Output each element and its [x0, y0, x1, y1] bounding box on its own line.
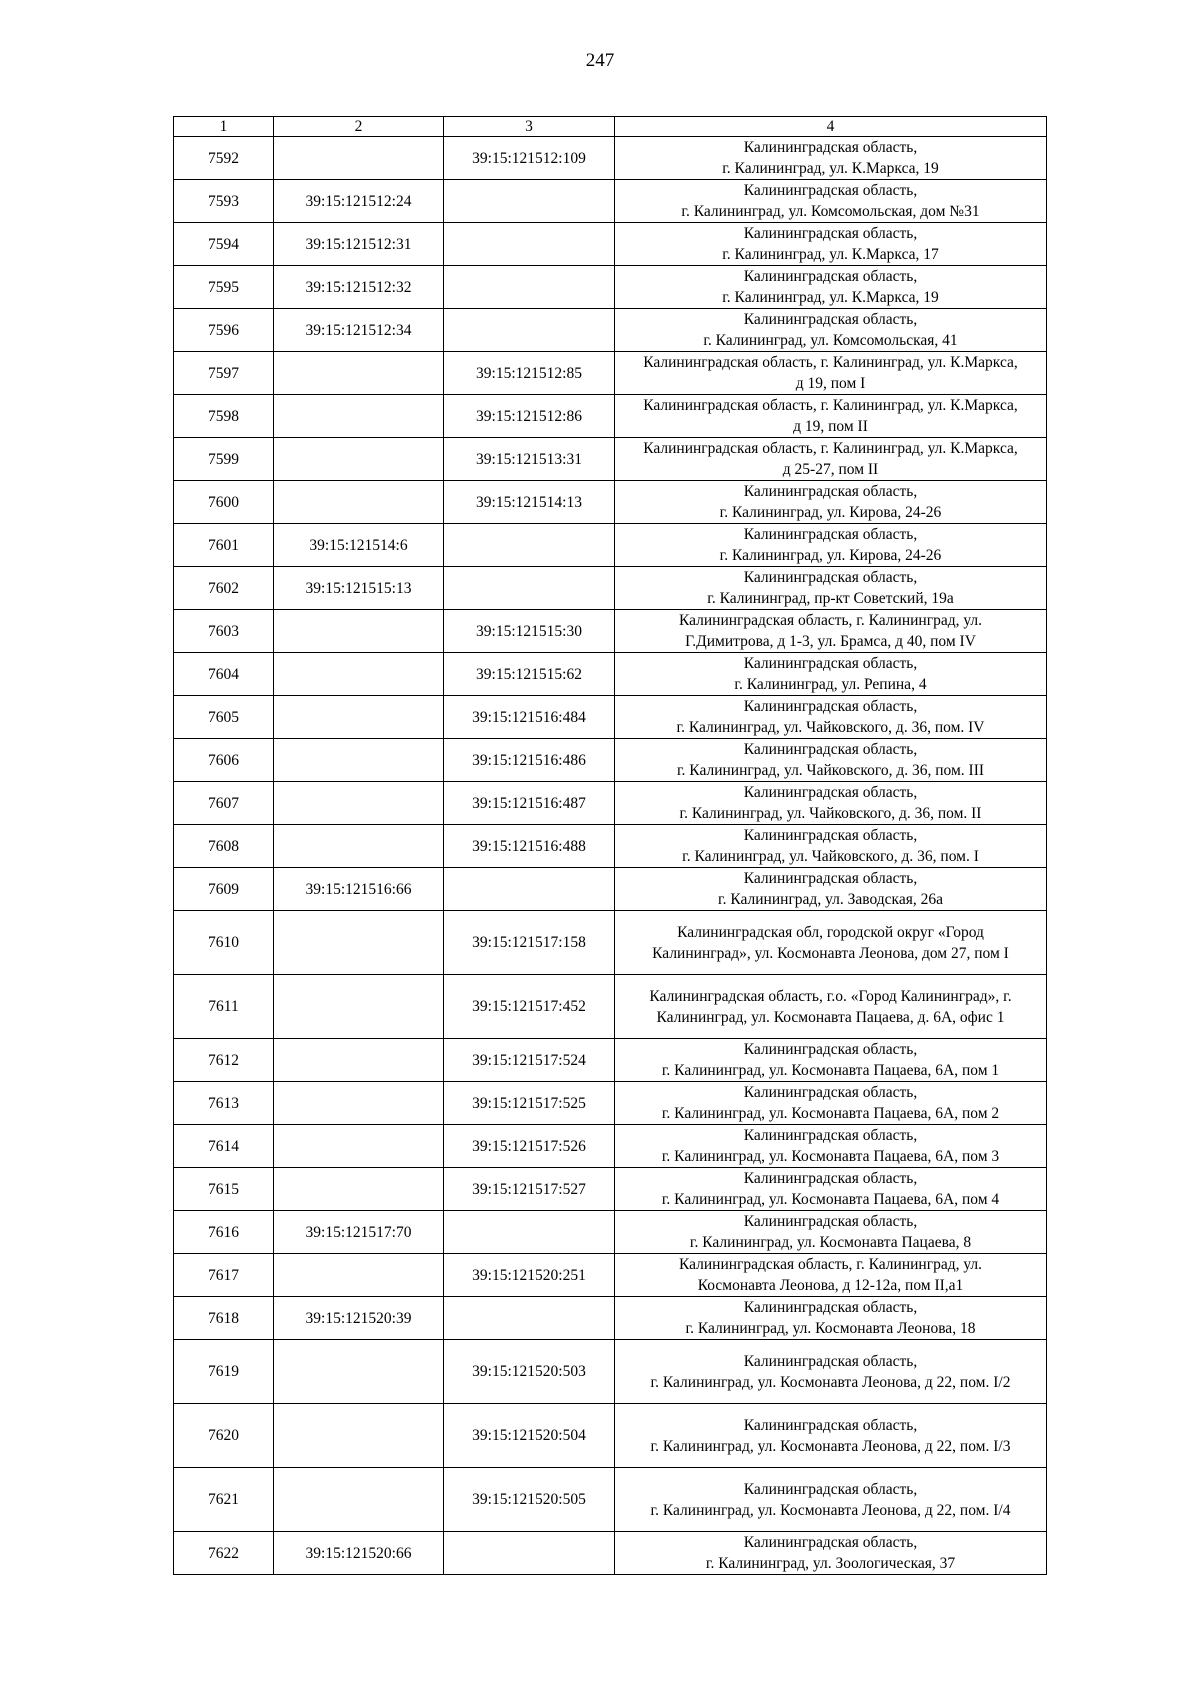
address-line: Калининградская область, [743, 483, 918, 500]
cell-parcel-number: 39:15:121512:34 [274, 309, 444, 352]
address-line: Калининградская область, [743, 870, 918, 887]
address-line: г. Калининград, ул. Космонавта Пацаева, 6А, пом 3 [661, 1148, 1000, 1165]
cell-address [615, 610, 1047, 653]
address-line: Калининградская область, [743, 1299, 918, 1316]
cell-number: 7619 [174, 1340, 274, 1404]
address-line: г. Калининград, ул. К.Маркса, 19 [722, 289, 939, 306]
cell-number: 7621 [174, 1468, 274, 1532]
cell-number: 7616 [174, 1211, 274, 1254]
address-line: Калининград», ул. Космонавта Леонова, дом 27, пом I [652, 944, 1009, 962]
address-line: Калининградская область, [743, 1352, 918, 1370]
table-row [174, 653, 1047, 696]
cell-parcel-number [274, 825, 444, 868]
cell-parcel-number [274, 1340, 444, 1404]
cell-parcel-number: 39:15:121514:6 [274, 524, 444, 567]
cell-parcel-number: 39:15:121517:70 [274, 1211, 444, 1254]
cell-address [615, 911, 1047, 975]
table-row [174, 1468, 1047, 1532]
address-line: г. Калининград, пр-кт Советский, 19а [707, 590, 954, 607]
cell-parcel-number: 39:15:121512:31 [274, 223, 444, 266]
address-line: г. Калининград, ул. К.Маркса, 19 [722, 160, 939, 177]
cell-address [615, 1404, 1047, 1468]
address-line: Калининград, ул. Космонавта Пацаева, д. 6А, офис 1 [656, 1008, 1005, 1026]
cell-parcel-number: 39:15:121515:13 [274, 567, 444, 610]
table-row [174, 1404, 1047, 1468]
cell-parcel-number [274, 481, 444, 524]
cell-object-number: 39:15:121512:85 [444, 352, 615, 395]
cell-object-number: 39:15:121520:504 [444, 1404, 615, 1468]
cell-object-number: 39:15:121515:62 [444, 653, 615, 696]
address-line: Калининградская область, г.о. «Город Калининград», г. [649, 987, 1012, 1005]
address-line: Г.Димитрова, д 1-3, ул. Брамса, д 40, пом IV [685, 633, 976, 650]
table-row [174, 1254, 1047, 1297]
cell-object-number [444, 567, 615, 610]
cell-object-number: 39:15:121513:31 [444, 438, 615, 481]
address-line: Калининградская область, г. Калининград, ул. [678, 612, 983, 629]
cell-number: 7604 [174, 653, 274, 696]
header-col-2: 2 [274, 117, 444, 137]
address-line: Космонавта Леонова, д 12-12а, пом II,а1 [697, 1277, 964, 1294]
cell-parcel-number [274, 653, 444, 696]
cell-parcel-number [274, 395, 444, 438]
cell-parcel-number: 39:15:121520:39 [274, 1297, 444, 1340]
cell-parcel-number [274, 1125, 444, 1168]
table-row [174, 975, 1047, 1039]
cell-address [615, 266, 1047, 309]
cell-address [615, 1254, 1047, 1297]
address-line: г. Калининград, ул. Репина, 4 [734, 676, 927, 693]
cell-object-number [444, 180, 615, 223]
address-line: д 19, пом II [793, 418, 868, 435]
header-col-3: 3 [444, 117, 615, 137]
table-row [174, 567, 1047, 610]
cell-parcel-number: 39:15:121512:24 [274, 180, 444, 223]
cell-object-number [444, 524, 615, 567]
address-line: Калининградская область, [743, 1127, 918, 1144]
address-line: г. Калининград, ул. Чайковского, д. 36, пом. III [676, 762, 985, 779]
cell-number: 7596 [174, 309, 274, 352]
cell-address [615, 524, 1047, 567]
cell-number: 7598 [174, 395, 274, 438]
cell-address [615, 352, 1047, 395]
cell-object-number: 39:15:121520:503 [444, 1340, 615, 1404]
address-line: г. Калининград, ул. Кирова, 24-26 [719, 504, 942, 521]
address-line: г. Калининград, ул. Зоологическая, 37 [705, 1555, 956, 1572]
table-row [174, 1340, 1047, 1404]
table-row [174, 524, 1047, 567]
cell-object-number [444, 223, 615, 266]
cell-address [615, 1468, 1047, 1532]
table-row [174, 180, 1047, 223]
cell-object-number: 39:15:121517:525 [444, 1082, 615, 1125]
header-col-1: 1 [174, 117, 274, 137]
address-line: г. Калининград, ул. К.Маркса, 17 [722, 246, 939, 263]
cell-parcel-number [274, 352, 444, 395]
cell-object-number: 39:15:121516:488 [444, 825, 615, 868]
cell-parcel-number [274, 975, 444, 1039]
cell-parcel-number [274, 1039, 444, 1082]
cell-address [615, 223, 1047, 266]
table-row [174, 739, 1047, 782]
address-line: Калининградская область, [743, 225, 918, 242]
cell-parcel-number [274, 1468, 444, 1532]
cell-object-number: 39:15:121517:158 [444, 911, 615, 975]
table-row [174, 1211, 1047, 1254]
table-row [174, 1168, 1047, 1211]
cell-number: 7605 [174, 696, 274, 739]
cell-address [615, 1532, 1047, 1575]
cell-number: 7600 [174, 481, 274, 524]
cell-parcel-number [274, 438, 444, 481]
cell-address [615, 1168, 1047, 1211]
address-line: Калининградская область, [743, 1416, 918, 1434]
cell-address [615, 137, 1047, 180]
cell-address [615, 180, 1047, 223]
cell-object-number: 39:15:121514:13 [444, 481, 615, 524]
table-row [174, 782, 1047, 825]
cell-address [615, 395, 1047, 438]
cell-address [615, 975, 1047, 1039]
table-row [174, 610, 1047, 653]
table-row [174, 223, 1047, 266]
cell-number: 7613 [174, 1082, 274, 1125]
cell-parcel-number [274, 696, 444, 739]
table-body [174, 137, 1047, 1575]
cell-address [615, 1125, 1047, 1168]
address-line: Калининградская область, [743, 1170, 918, 1187]
cell-number: 7593 [174, 180, 274, 223]
address-line: Калининградская область, [743, 268, 918, 285]
cell-number: 7592 [174, 137, 274, 180]
table-row [174, 1082, 1047, 1125]
table-row [174, 438, 1047, 481]
cell-parcel-number: 39:15:121512:32 [274, 266, 444, 309]
cell-number: 7622 [174, 1532, 274, 1575]
cell-number: 7620 [174, 1404, 274, 1468]
cell-object-number: 39:15:121517:524 [444, 1039, 615, 1082]
table-row [174, 395, 1047, 438]
table-header [174, 117, 1047, 137]
cell-number: 7614 [174, 1125, 274, 1168]
cell-object-number [444, 1532, 615, 1575]
cell-object-number: 39:15:121516:486 [444, 739, 615, 782]
cell-parcel-number: 39:15:121520:66 [274, 1532, 444, 1575]
address-line: Калининградская область, [743, 655, 918, 672]
table-row [174, 868, 1047, 911]
address-line: Калининградская область, г. Калининград, ул. К.Маркса, [643, 397, 1018, 414]
address-line: д 19, пом I [795, 375, 866, 392]
address-line: Калининградская область, [743, 182, 918, 199]
address-line: г. Калининград, ул. Чайковского, д. 36, пом. IV [676, 719, 985, 736]
header-col-4: 4 [615, 117, 1047, 137]
cell-number: 7597 [174, 352, 274, 395]
cell-number: 7603 [174, 610, 274, 653]
cell-object-number: 39:15:121517:527 [444, 1168, 615, 1211]
cell-object-number [444, 1211, 615, 1254]
address-line: Калининградская область, г. Калининград, ул. [678, 1256, 983, 1273]
registry-table [173, 116, 1047, 1575]
address-line: Калининградская область, [743, 311, 918, 328]
cell-object-number [444, 868, 615, 911]
cell-address [615, 1039, 1047, 1082]
address-line: Калининградская область, [743, 569, 918, 586]
cell-address [615, 696, 1047, 739]
header-row [174, 117, 1047, 137]
address-line: г. Калининград, ул. Заводская, 26а [718, 891, 943, 908]
address-line: г. Калининград, ул. Космонавта Пацаева, 6А, пом 2 [661, 1105, 1000, 1122]
table-row [174, 266, 1047, 309]
cell-address [615, 825, 1047, 868]
cell-address [615, 309, 1047, 352]
address-line: г. Калининград, ул. Космонавта Пацаева, 8 [689, 1234, 972, 1251]
address-line: Калининградская область, [743, 1084, 918, 1101]
cell-number: 7615 [174, 1168, 274, 1211]
cell-object-number: 39:15:121516:487 [444, 782, 615, 825]
table-row [174, 352, 1047, 395]
table-row [174, 137, 1047, 180]
cell-parcel-number [274, 911, 444, 975]
cell-number: 7601 [174, 524, 274, 567]
cell-number: 7618 [174, 1297, 274, 1340]
address-line: г. Калининград, ул. Космонавта Леонова, д 22, пом. I/4 [650, 1501, 1011, 1519]
cell-object-number: 39:15:121512:109 [444, 137, 615, 180]
address-line: д 25-27, пом II [782, 461, 879, 478]
cell-object-number: 39:15:121515:30 [444, 610, 615, 653]
address-line: г. Калининград, ул. Космонавта Леонова, д 22, пом. I/2 [650, 1373, 1011, 1391]
table-row [174, 1125, 1047, 1168]
cell-address [615, 438, 1047, 481]
cell-object-number [444, 1297, 615, 1340]
cell-number: 7617 [174, 1254, 274, 1297]
address-line: г. Калининград, ул. Космонавта Пацаева, 6А, пом 4 [661, 1191, 1000, 1208]
cell-parcel-number [274, 1404, 444, 1468]
table-row [174, 911, 1047, 975]
cell-number: 7594 [174, 223, 274, 266]
cell-address [615, 868, 1047, 911]
cell-address [615, 653, 1047, 696]
table-row [174, 1532, 1047, 1575]
table-row [174, 825, 1047, 868]
address-line: г. Калининград, ул. Чайковского, д. 36, пом. II [679, 805, 982, 822]
address-line: Калининградская область, [743, 784, 918, 801]
address-line: Калининградская область, [743, 1480, 918, 1498]
cell-object-number: 39:15:121520:505 [444, 1468, 615, 1532]
table-row [174, 481, 1047, 524]
address-line: Калининградская область, [743, 1041, 918, 1058]
address-line: г. Калининград, ул. Чайковского, д. 36, пом. I [682, 848, 979, 865]
cell-address [615, 1082, 1047, 1125]
address-line: Калининградская область, г. Калининград, ул. К.Маркса, [643, 440, 1018, 457]
address-line: Калининградская область, [743, 827, 918, 844]
address-line: г. Калининград, ул. Космонавта Пацаева, 6А, пом 1 [661, 1062, 1000, 1079]
cell-address [615, 782, 1047, 825]
cell-parcel-number [274, 782, 444, 825]
cell-parcel-number [274, 1168, 444, 1211]
cell-parcel-number: 39:15:121516:66 [274, 868, 444, 911]
cell-object-number: 39:15:121516:484 [444, 696, 615, 739]
cell-object-number: 39:15:121517:526 [444, 1125, 615, 1168]
address-line: Калининградская область, [743, 741, 918, 758]
address-line: Калининградская область, [743, 1213, 918, 1230]
cell-address [615, 1340, 1047, 1404]
cell-address [615, 1297, 1047, 1340]
address-line: Калининградская область, [743, 698, 918, 715]
address-line: Калининградская область, г. Калининград, ул. К.Маркса, [643, 354, 1018, 371]
cell-parcel-number [274, 1254, 444, 1297]
cell-number: 7607 [174, 782, 274, 825]
cell-object-number: 39:15:121520:251 [444, 1254, 615, 1297]
cell-number: 7595 [174, 266, 274, 309]
cell-number: 7612 [174, 1039, 274, 1082]
cell-parcel-number [274, 1082, 444, 1125]
cell-object-number: 39:15:121517:452 [444, 975, 615, 1039]
cell-number: 7599 [174, 438, 274, 481]
address-line: г. Калининград, ул. Космонавта Леонова, 18 [685, 1320, 976, 1337]
table-row [174, 1297, 1047, 1340]
cell-object-number [444, 266, 615, 309]
cell-address [615, 739, 1047, 782]
cell-parcel-number [274, 739, 444, 782]
cell-address [615, 567, 1047, 610]
address-line: Калининградская область, [743, 526, 918, 543]
cell-object-number [444, 309, 615, 352]
cell-parcel-number [274, 137, 444, 180]
address-line: г. Калининград, ул. Комсомольская, дом №31 [681, 203, 980, 220]
address-line: Калининградская обл, городской округ «Город [677, 923, 984, 941]
cell-address [615, 1211, 1047, 1254]
address-line: г. Калининград, ул. Комсомольская, 41 [703, 332, 958, 349]
cell-number: 7611 [174, 975, 274, 1039]
cell-number: 7602 [174, 567, 274, 610]
address-line: г. Калининград, ул. Космонавта Леонова, д 22, пом. I/3 [650, 1437, 1011, 1455]
page-number: 247 [585, 50, 615, 71]
cell-number: 7609 [174, 868, 274, 911]
cell-object-number: 39:15:121512:86 [444, 395, 615, 438]
address-line: Калининградская область, [743, 139, 918, 156]
cell-number: 7610 [174, 911, 274, 975]
address-line: г. Калининград, ул. Кирова, 24-26 [719, 547, 942, 564]
table-row [174, 309, 1047, 352]
cell-address [615, 481, 1047, 524]
table-row [174, 696, 1047, 739]
table-row [174, 1039, 1047, 1082]
cell-number: 7608 [174, 825, 274, 868]
cell-number: 7606 [174, 739, 274, 782]
address-line: Калининградская область, [743, 1534, 918, 1551]
cell-parcel-number [274, 610, 444, 653]
